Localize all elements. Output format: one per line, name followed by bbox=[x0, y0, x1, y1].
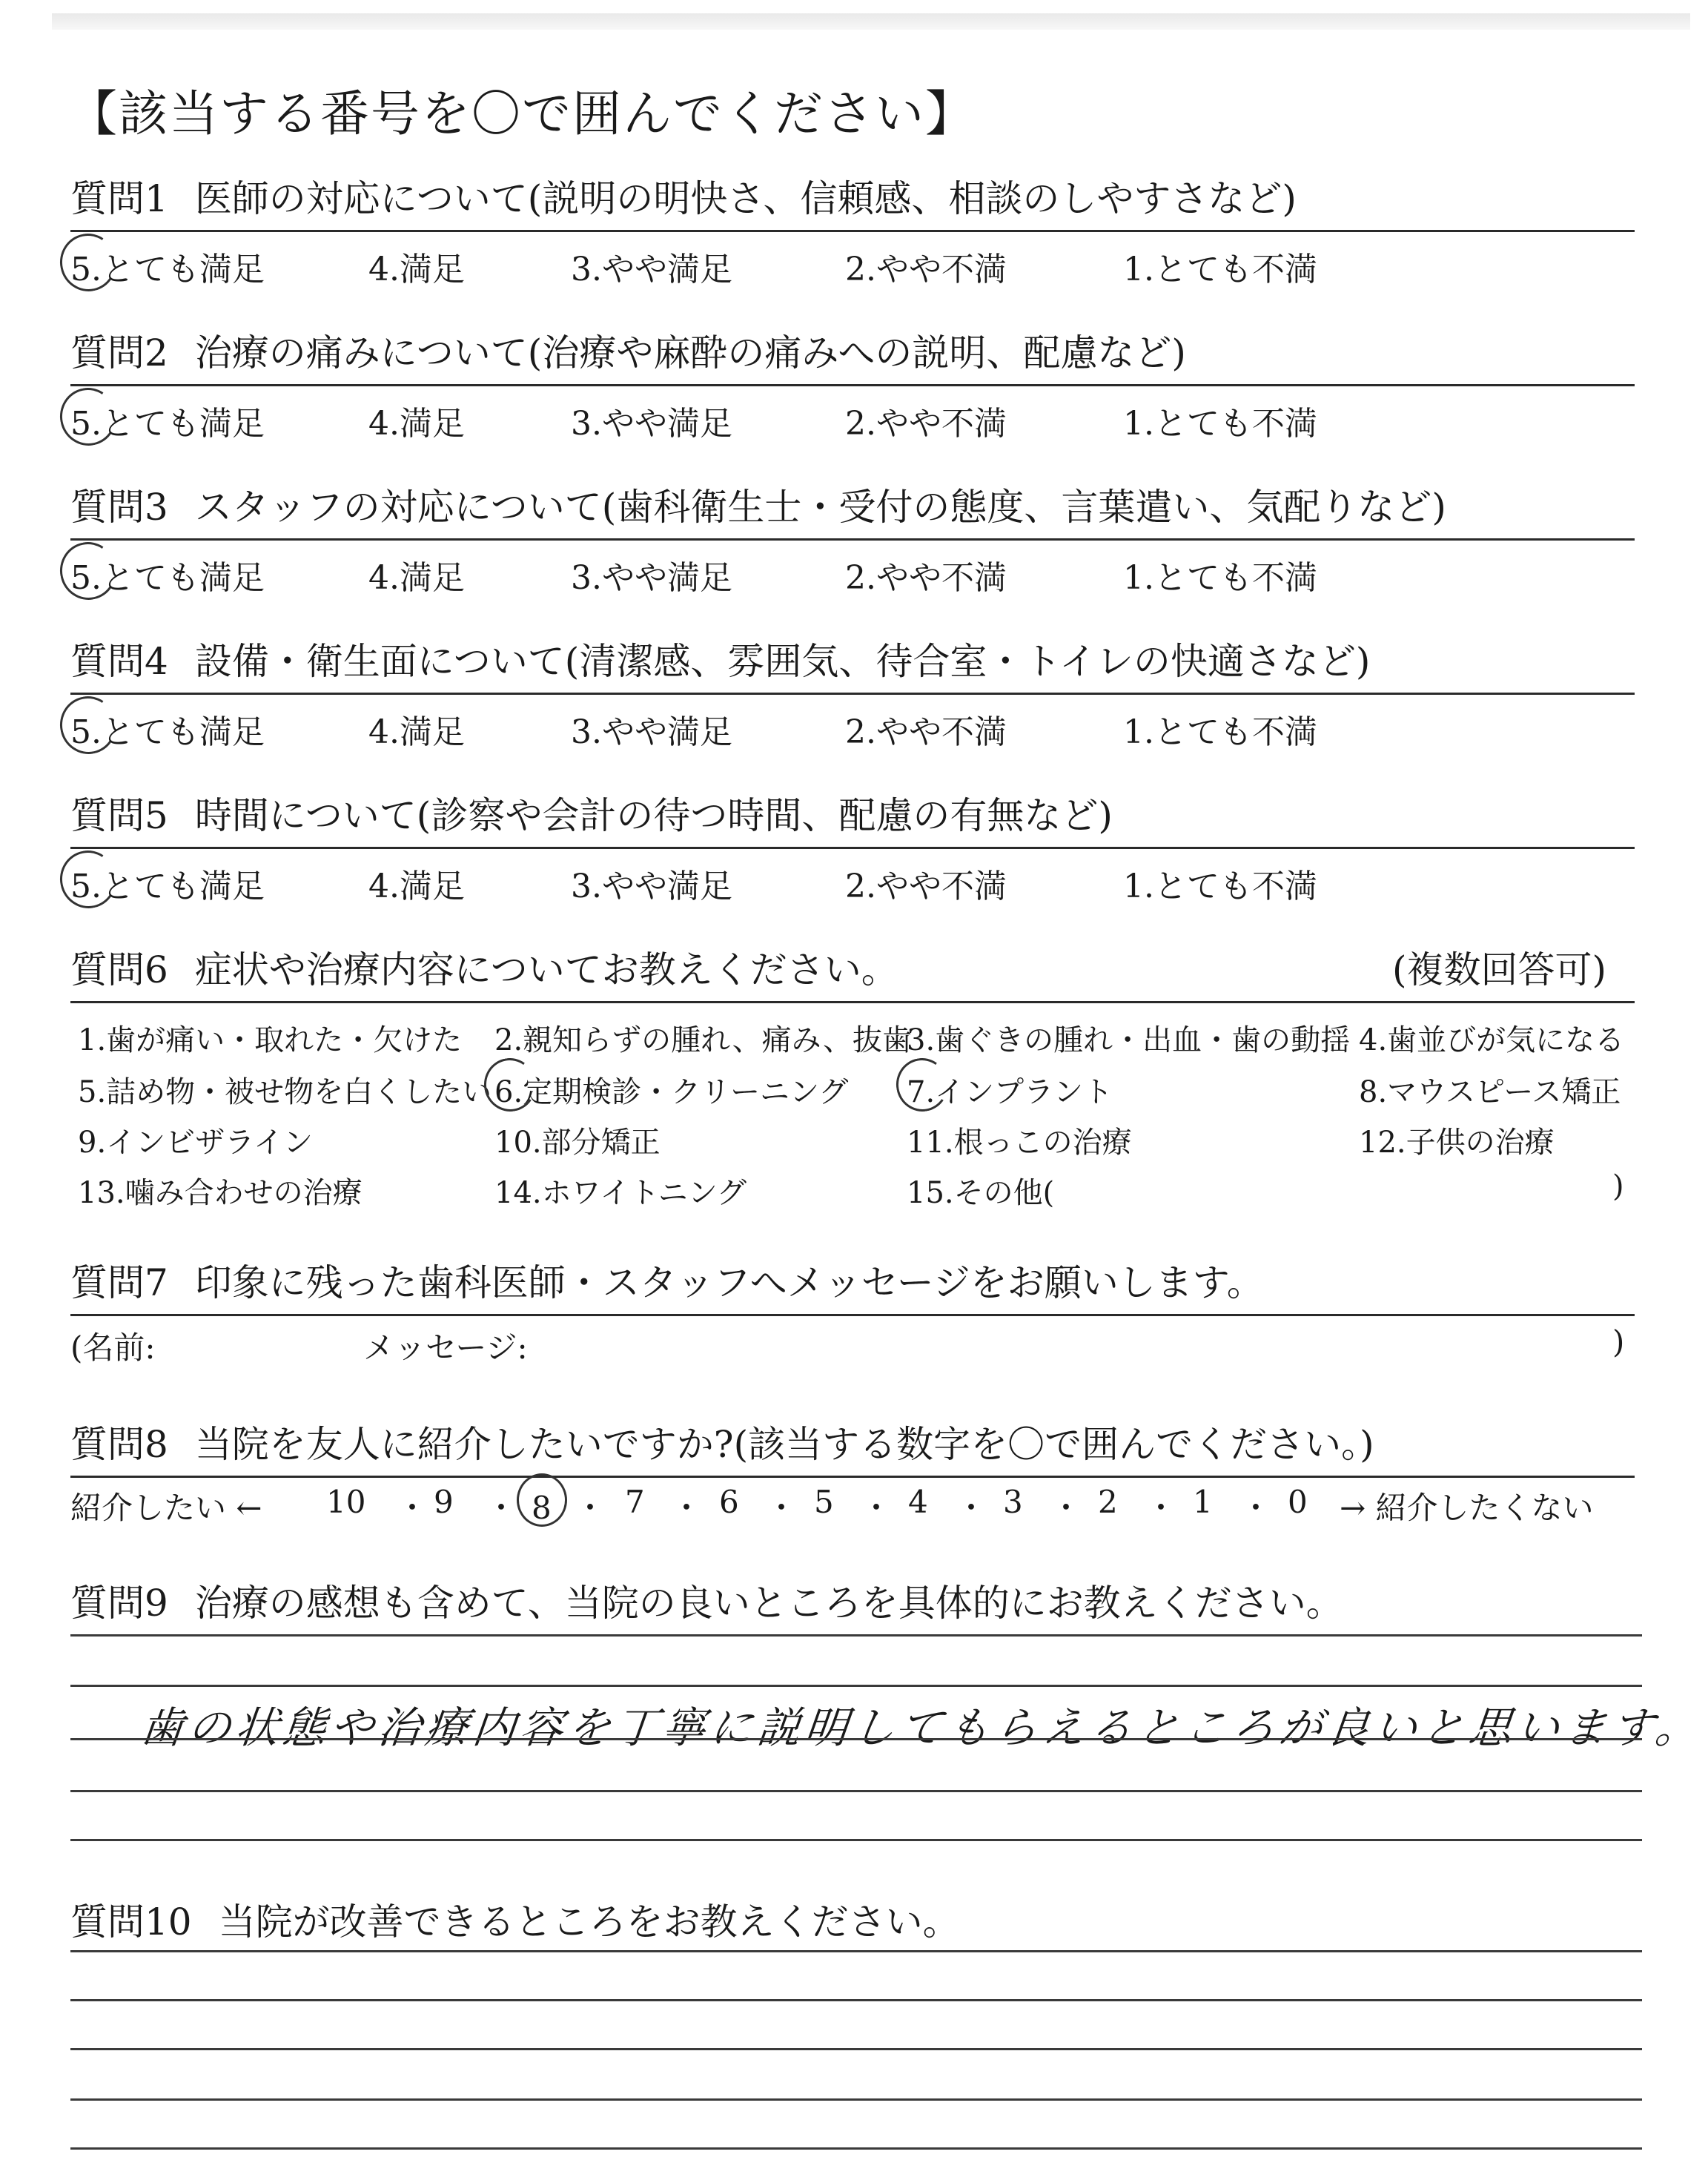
question-3 bbox=[70, 478, 1635, 607]
symptom-option-10[interactable]: 10.部分矯正 bbox=[494, 1126, 661, 1160]
handwritten-answer[interactable]: 歯の状態や治療内容を丁寧に説明してもらえるところが良いと思います。 bbox=[137, 1702, 1706, 1753]
symptom-option-14[interactable]: 14.ホワイトニング bbox=[494, 1176, 747, 1210]
option-somewhat-dissatisfied[interactable]: 2.やや不満 bbox=[845, 251, 1007, 288]
option-somewhat-satisfied[interactable]: 3.やや満足 bbox=[571, 405, 732, 443]
question-2 bbox=[70, 323, 1635, 453]
option-satisfied[interactable]: 4.満足 bbox=[368, 713, 465, 751]
question-10 bbox=[70, 1892, 1635, 1953]
option-satisfied[interactable]: 4.満足 bbox=[368, 251, 465, 288]
scale-9[interactable]: 9 bbox=[434, 1484, 454, 1520]
answer-line bbox=[70, 1738, 1642, 1740]
option-somewhat-dissatisfied[interactable]: 2.やや不満 bbox=[845, 868, 1007, 905]
scale-4[interactable]: 4 bbox=[908, 1484, 928, 1520]
option-very-satisfied[interactable]: 5.とても満足 bbox=[70, 551, 265, 598]
option-very-satisfied[interactable]: 5.とても満足 bbox=[70, 242, 265, 290]
question-text: スタッフの対応について(歯科衛生士・受付の態度、言葉遣い、気配りなど) bbox=[194, 486, 1446, 529]
question-text: 設備・衛生面について(清潔感、雰囲気、待合室・トイレの快適さなど) bbox=[194, 640, 1371, 683]
answer-line bbox=[70, 2147, 1642, 2150]
question-text: 治療の感想も含めて、当院の良いところを具体的にお教えください。 bbox=[194, 1582, 1343, 1625]
question-7 bbox=[70, 1253, 1635, 1366]
answer-line bbox=[70, 2048, 1642, 2050]
scale-1[interactable]: 1 bbox=[1193, 1484, 1213, 1520]
symptom-options bbox=[70, 1003, 1635, 1226]
scale-7[interactable]: 7 bbox=[625, 1484, 645, 1520]
rating-options bbox=[70, 386, 1635, 453]
option-very-dissatisfied[interactable]: 1.とても不満 bbox=[1123, 251, 1317, 288]
option-very-dissatisfied[interactable]: 1.とても不満 bbox=[1123, 559, 1317, 597]
option-very-satisfied[interactable]: 5.とても満足 bbox=[70, 705, 265, 753]
symptom-option-11[interactable]: 11.根っこの治療 bbox=[907, 1126, 1132, 1160]
scale-3[interactable]: 3 bbox=[1003, 1484, 1023, 1520]
scan-top-band bbox=[52, 13, 1690, 30]
rating-options bbox=[70, 695, 1635, 762]
symptom-option-5[interactable]: 5.詰め物・被せ物を白くしたい bbox=[78, 1075, 492, 1109]
scale-0[interactable]: 0 bbox=[1288, 1484, 1308, 1520]
question-text: 印象に残った歯科医師・スタッフへメッセージをお願いします。 bbox=[194, 1261, 1264, 1304]
question-number: 質問6 bbox=[70, 948, 168, 991]
symptom-option-3[interactable]: 3.歯ぐきの腫れ・出血・歯の動揺 bbox=[907, 1023, 1351, 1057]
question-number: 質問10 bbox=[70, 1900, 192, 1943]
rating-options bbox=[70, 541, 1635, 607]
answer-line bbox=[70, 1790, 1642, 1792]
question-text: 当院が改善できるところをお教えください。 bbox=[218, 1900, 960, 1943]
recommend-scale: 紹介したい ← 10 ・ 9 ・ 8 ・ 7 ・ 6 ・ 5 ・ 4 ・ 3 ・ 2 ・ 1 ・ 0 → 紹介したくない bbox=[70, 1478, 1635, 1537]
symptom-option-8[interactable]: 8.マウスピース矯正 bbox=[1359, 1075, 1621, 1109]
close-paren: ) bbox=[1612, 1324, 1625, 1360]
answer-line bbox=[70, 2098, 1642, 2101]
question-6 bbox=[70, 940, 1635, 1226]
option-very-dissatisfied[interactable]: 1.とても不満 bbox=[1123, 713, 1317, 751]
right-label: → 紹介したくない bbox=[1340, 1490, 1594, 1526]
option-somewhat-dissatisfied[interactable]: 2.やや不満 bbox=[845, 713, 1007, 751]
question-number: 質問3 bbox=[70, 486, 168, 529]
name-label: (名前: bbox=[70, 1330, 156, 1366]
question-number: 質問9 bbox=[70, 1582, 168, 1625]
question-number: 質問7 bbox=[70, 1261, 168, 1304]
scale-6[interactable]: 6 bbox=[719, 1484, 739, 1520]
option-somewhat-satisfied[interactable]: 3.やや満足 bbox=[571, 868, 732, 905]
question-number: 質問1 bbox=[70, 177, 168, 220]
symptom-option-6[interactable]: 6.定期検診・クリーニング bbox=[494, 1069, 848, 1111]
option-somewhat-dissatisfied[interactable]: 2.やや不満 bbox=[845, 559, 1007, 597]
message-label: メッセージ: bbox=[363, 1330, 528, 1366]
question-8 bbox=[70, 1415, 1635, 1537]
left-label: 紹介したい ← bbox=[70, 1490, 262, 1526]
question-text: 症状や治療内容についてお教えください。 bbox=[194, 948, 898, 991]
scale-10[interactable]: 10 bbox=[326, 1484, 366, 1520]
question-number: 質問4 bbox=[70, 640, 168, 683]
option-satisfied[interactable]: 4.満足 bbox=[368, 868, 465, 905]
answer-line bbox=[70, 1634, 1642, 1636]
symptom-option-7[interactable]: 7.インプラント bbox=[907, 1069, 1113, 1111]
option-very-dissatisfied[interactable]: 1.とても不満 bbox=[1123, 868, 1317, 905]
option-very-satisfied[interactable]: 5.とても満足 bbox=[70, 397, 265, 444]
question-number: 質問2 bbox=[70, 331, 168, 374]
question-9 bbox=[70, 1573, 1635, 1634]
symptom-option-13[interactable]: 13.噛み合わせの治療 bbox=[78, 1176, 363, 1210]
instruction-heading: 【該当する番号を〇で囲んでください】 bbox=[68, 85, 976, 142]
other-close-paren: ) bbox=[1612, 1169, 1624, 1203]
question-number: 質問5 bbox=[70, 794, 168, 837]
question-text: 治療の痛みについて(治療や麻酔の痛みへの説明、配慮など) bbox=[194, 331, 1186, 374]
question-number: 質問8 bbox=[70, 1423, 168, 1466]
answer-line bbox=[70, 1685, 1642, 1687]
option-somewhat-satisfied[interactable]: 3.やや満足 bbox=[571, 559, 732, 597]
option-satisfied[interactable]: 4.満足 bbox=[368, 559, 465, 597]
option-very-dissatisfied[interactable]: 1.とても不満 bbox=[1123, 405, 1317, 443]
rating-options bbox=[70, 849, 1635, 916]
option-very-satisfied[interactable]: 5.とても満足 bbox=[70, 859, 265, 907]
answer-line bbox=[70, 1950, 1642, 1952]
question-1 bbox=[70, 169, 1635, 299]
symptom-option-1[interactable]: 1.歯が痛い・取れた・欠けた bbox=[78, 1023, 463, 1057]
question-4 bbox=[70, 632, 1635, 762]
multiple-answers-note: (複数回答可) bbox=[1391, 948, 1606, 991]
symptom-option-9[interactable]: 9.インビザライン bbox=[78, 1126, 313, 1160]
symptom-option-2[interactable]: 2.親知らずの腫れ、痛み、抜歯 bbox=[494, 1023, 912, 1057]
scale-2[interactable]: 2 bbox=[1098, 1484, 1118, 1520]
option-somewhat-satisfied[interactable]: 3.やや満足 bbox=[571, 713, 732, 751]
scale-5[interactable]: 5 bbox=[814, 1484, 834, 1520]
symptom-option-4[interactable]: 4.歯並びが気になる bbox=[1359, 1023, 1625, 1057]
question-5 bbox=[70, 786, 1635, 916]
message-field[interactable] bbox=[70, 1316, 1635, 1366]
symptom-option-12[interactable]: 12.子供の治療 bbox=[1359, 1126, 1555, 1160]
option-somewhat-satisfied[interactable]: 3.やや満足 bbox=[571, 251, 732, 288]
rating-options bbox=[70, 232, 1635, 299]
question-text: 当院を友人に紹介したいですか?(該当する数字を〇で囲んでください。) bbox=[194, 1423, 1374, 1466]
option-satisfied[interactable]: 4.満足 bbox=[368, 405, 465, 443]
answer-line bbox=[70, 1839, 1642, 1841]
question-text: 時間について(診察や会計の待つ時間、配慮の有無など) bbox=[194, 794, 1113, 837]
question-text: 医師の対応について(説明の明快さ、信頼感、相談のしやすさなど) bbox=[194, 177, 1297, 220]
answer-line bbox=[70, 1999, 1642, 2001]
option-somewhat-dissatisfied[interactable]: 2.やや不満 bbox=[845, 405, 1007, 443]
symptom-option-15[interactable]: 15.その他( bbox=[907, 1176, 1055, 1210]
